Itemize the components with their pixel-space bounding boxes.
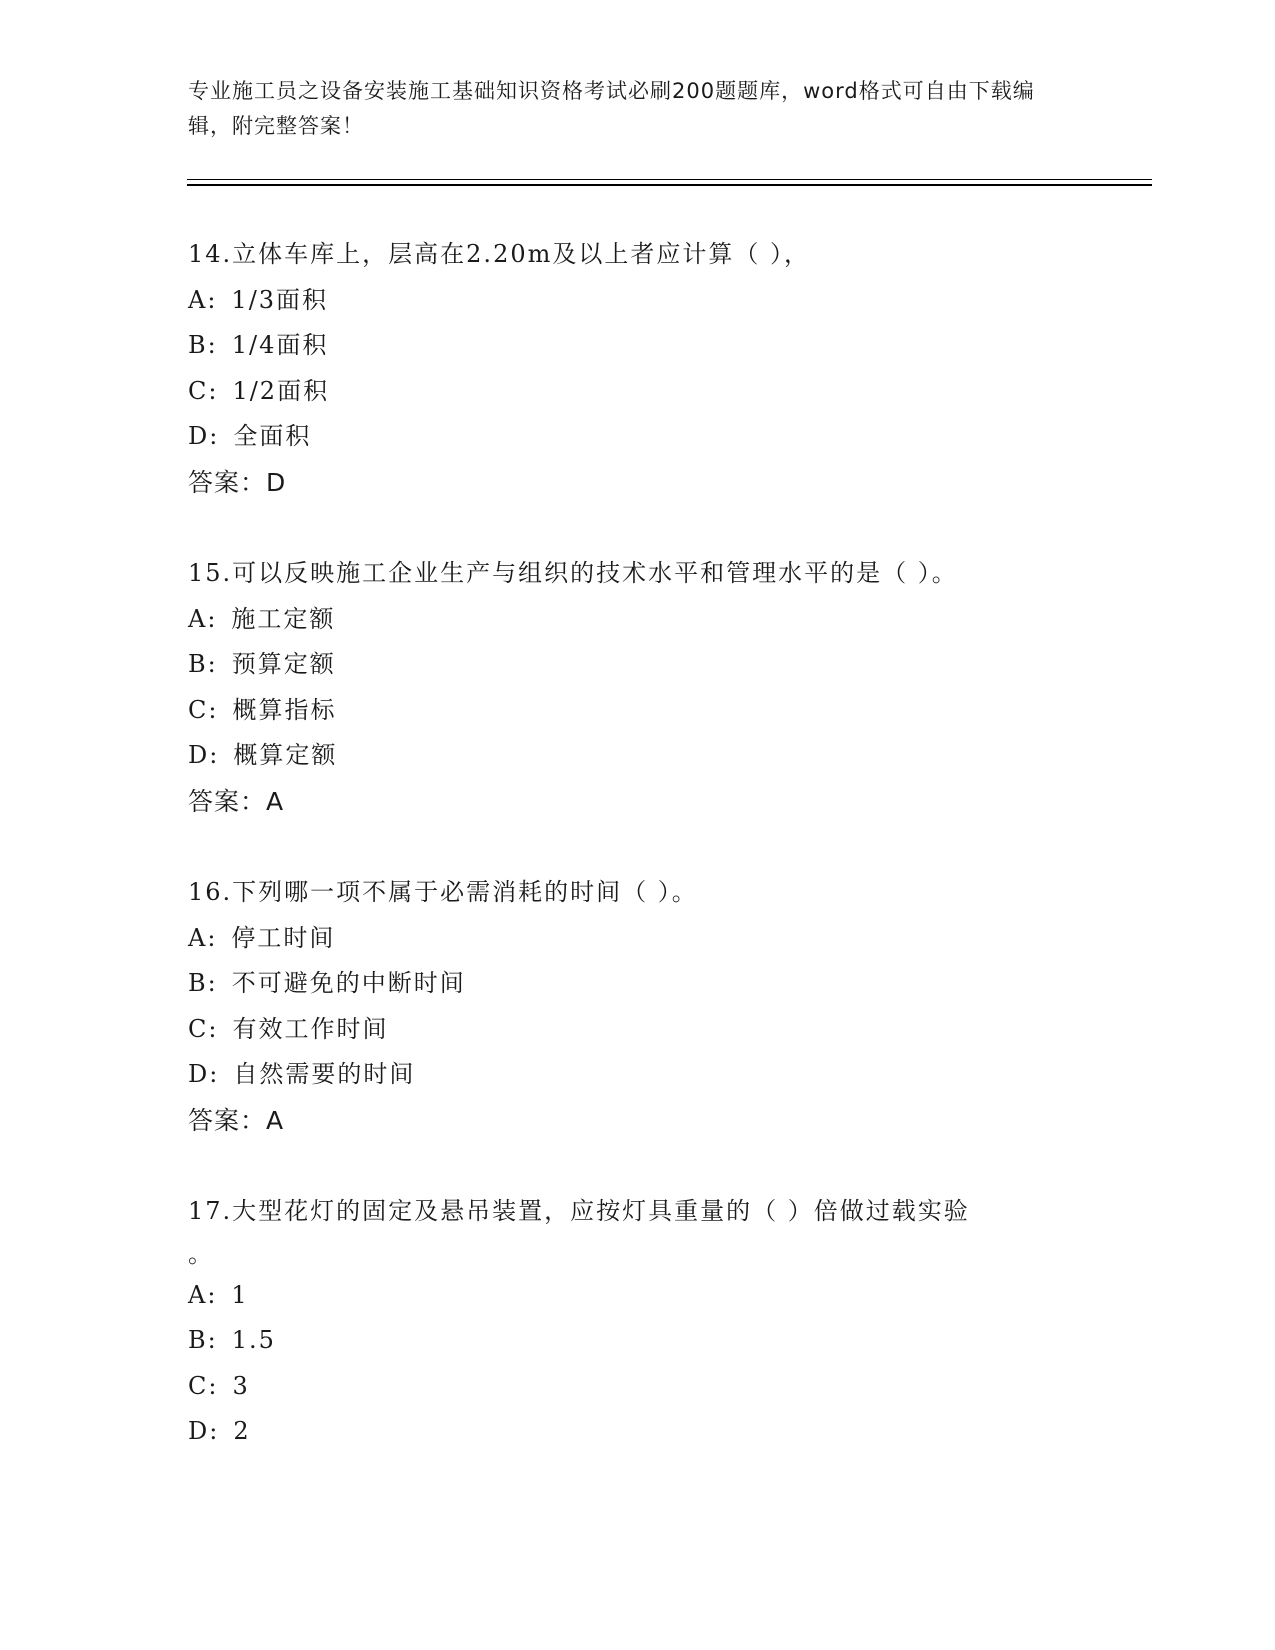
option-text: 概算定额 — [233, 741, 338, 769]
option-text: 1/3面积 — [231, 285, 329, 314]
option-text: 1 — [231, 1280, 249, 1309]
option-letter: B: — [188, 331, 218, 359]
option-b — [188, 1318, 1088, 1364]
question-14 — [188, 232, 1088, 505]
question-16 — [188, 870, 1088, 1143]
option-c — [188, 1007, 1088, 1053]
option-text: 施工定额 — [231, 604, 336, 633]
option-text: 1/2面积 — [232, 376, 330, 405]
option-b — [188, 642, 1088, 688]
document-header: 专业施工员之设备安装施工基础知识资格考试必刷200题题库，word格式可自由下载编辑，附完整答案！ — [188, 79, 1035, 138]
option-d — [188, 1052, 1088, 1098]
option-c — [188, 369, 1088, 415]
option-letter: C: — [188, 1014, 219, 1043]
question-17 — [188, 1189, 1088, 1455]
option-letter: C: — [188, 695, 219, 724]
option-a — [188, 597, 1088, 643]
option-letter: C: — [188, 376, 219, 405]
question-stem: 15.可以反映施工企业生产与组织的技术水平和管理水平的是（ ）。 — [188, 559, 958, 587]
option-text: 3 — [232, 1371, 250, 1400]
option-a — [188, 278, 1088, 324]
question-stem: 14.立体车库上，层高在2.20m及以上者应计算（ ）， — [188, 240, 810, 268]
option-b — [188, 961, 1088, 1007]
option-text: 1/4面积 — [231, 331, 329, 359]
answer-line: 答案：A — [188, 1105, 285, 1135]
option-text: 停工时间 — [231, 923, 336, 952]
option-c — [188, 1364, 1088, 1410]
option-letter: A: — [188, 923, 218, 952]
option-letter: A: — [188, 285, 218, 314]
question-stem: 16.下列哪一项不属于必需消耗的时间（ ）。 — [188, 878, 698, 906]
option-a — [188, 1273, 1088, 1319]
option-letter: B: — [188, 650, 218, 678]
question-stem-continuation: 。 — [188, 1239, 214, 1268]
option-text: 有效工作时间 — [232, 1014, 389, 1043]
question-stem: 17.大型花灯的固定及悬吊装置，应按灯具重量的（ ）倍做过载实验 — [188, 1197, 970, 1225]
option-letter: D: — [188, 1060, 220, 1088]
option-letter: B: — [188, 1326, 218, 1354]
option-text: 预算定额 — [231, 650, 336, 678]
option-letter: A: — [188, 604, 218, 633]
option-b — [188, 323, 1088, 369]
option-letter: D: — [188, 422, 220, 450]
answer-line: 答案：A — [188, 786, 285, 816]
option-letter: C: — [188, 1371, 219, 1400]
option-a — [188, 916, 1088, 962]
option-letter: D: — [188, 741, 220, 769]
answer-line: 答案：D — [188, 467, 287, 497]
option-letter: B: — [188, 969, 218, 997]
option-d — [188, 414, 1088, 460]
option-text: 1.5 — [231, 1326, 276, 1354]
option-text: 全面积 — [233, 422, 312, 450]
option-c — [188, 688, 1088, 734]
option-letter: A: — [188, 1280, 218, 1309]
option-text: 概算指标 — [232, 695, 337, 724]
question-15 — [188, 551, 1088, 824]
header-divider-thick — [187, 184, 1152, 186]
option-d — [188, 733, 1088, 779]
header-divider-thin — [187, 179, 1152, 180]
option-text: 不可避免的中断时间 — [231, 969, 466, 997]
option-text: 自然需要的时间 — [233, 1060, 416, 1088]
option-letter: D: — [188, 1417, 220, 1445]
option-text: 2 — [233, 1417, 251, 1445]
option-d — [188, 1409, 1088, 1455]
